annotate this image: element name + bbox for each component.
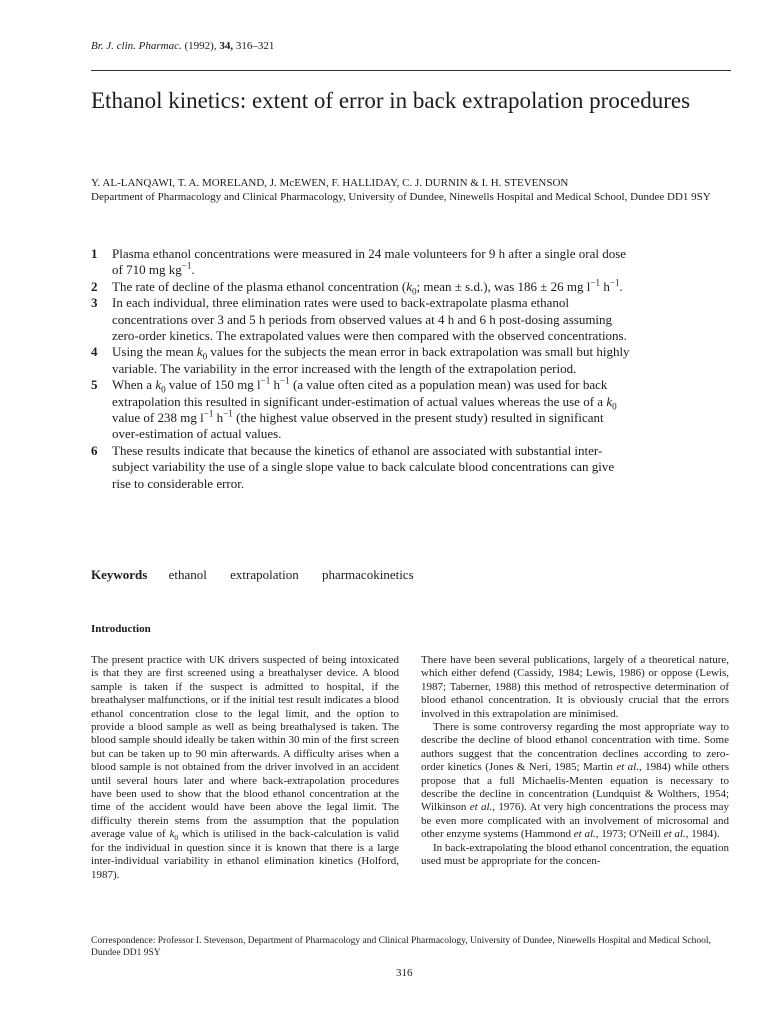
- keyword: extrapolation: [230, 567, 299, 582]
- abstract-item-number: 6: [91, 442, 98, 458]
- abstract-item: [91, 246, 631, 279]
- keyword: ethanol: [168, 567, 207, 582]
- abstract-item-text: In each individual, three elimination rates were used to back-extrapolate plasma ethanol concentrations over 3 and 5 h periods from observed values at 4 h and 6 h post-dosing assuming zero-order kinetics. The extrapolated values were then compared with the observed concentrations.: [112, 295, 627, 344]
- journal-year: (1992),: [184, 40, 217, 52]
- introduction-column-left: [91, 654, 399, 882]
- abstract-item-number: 2: [91, 278, 98, 294]
- introduction-column-right: [421, 654, 729, 869]
- journal-volume: 34,: [219, 40, 234, 52]
- correspondence-footnote: Correspondence: Professor I. Stevenson, Department of Pharmacology and Clinical Pharmacology, University of Dundee, Ninewells Hospital and Medical School, Dundee DD1 9SY: [91, 936, 711, 958]
- abstract-item: [91, 295, 631, 344]
- abstract-item-text: These results indicate that because the kinetics of ethanol are associated with substantial inter-subject variability the use of a single slope value to back calculate blood concentrations can give rise to considerable error.: [112, 442, 615, 491]
- body-paragraph: In back-extrapolating the blood ethanol concentration, the equation used must be appropriate for the concen-: [421, 841, 729, 868]
- abstract-item-number: 1: [91, 246, 98, 261]
- abstract-item: [91, 377, 631, 443]
- journal-name: Br. J. clin. Pharmac.: [91, 40, 182, 52]
- keywords-label: Keywords: [91, 567, 148, 582]
- abstract-item-number: 3: [91, 295, 98, 311]
- journal-pages: 316–321: [235, 40, 275, 52]
- header-rule: [91, 70, 731, 71]
- abstract-item-text: The rate of decline of the plasma ethanol concentration ($k_0$; mean ± s.d.), was 186 ± 26 mg $l^{-1}$ $h^{-1}$.: [112, 277, 623, 297]
- body-paragraph: There have been several publications, largely of a theoretical nature, which either defend (Cassidy, 1984; Lewis, 1986) or oppose (Lewis, 1987; Taberner, 1988) this method of retrospective determination of blood ethanol concentration. It is obviously crucial that the errors involved in this extrapolation are minimised.: [421, 654, 729, 720]
- abstract-item: [91, 344, 631, 377]
- page-number: 316: [396, 967, 413, 979]
- author-affiliation: Department of Pharmacology and Clinical Pharmacology, University of Dundee, Ninewells Hospital and Medical School, Dundee DD1 9SY: [91, 191, 711, 203]
- abstract-item-text: Using the mean $k_0$ values for the subjects the mean error in back extrapolation was small but highly variable. The variability in the error increased with the length of the extrapolation period.: [112, 344, 630, 376]
- abstract-item: [91, 279, 631, 295]
- section-heading-introduction: Introduction: [91, 623, 151, 635]
- abstract-item-text: Plasma ethanol concentrations were measured in 24 male volunteers for 9 h after a single oral dose of 710 mg $kg^{-1}$.: [112, 246, 627, 278]
- abstract-item-text: When a $k_0$ value of 150 mg $l^{-1}$ $h^{-1}$ (a value often cited as a population mean) was used for back extrapolation this resulted in significant under-estimation of actual values whereas the use of a $k_0$ value of 238 mg $l^{-1}$ $h^{-1}$ (the highest value observed in the present study) resulted in significant over-estimation of actual values.: [112, 375, 617, 442]
- abstract-item-number: 4: [91, 344, 98, 360]
- article-title: Ethanol kinetics: extent of error in back extrapolation procedures: [91, 88, 691, 113]
- abstract-item: [91, 443, 631, 492]
- body-paragraph: The present practice with UK drivers suspected of being intoxicated is that they are first screened using a breathalyser device. A blood sample is taken if the suspect is admitted to hospital, if the breathalyser malfunctions, or if the initial test result indicates a blood ethanol concentration close to the legal limit, and the option to provide a blood sample as well as being breathalysed is taken. The blood sample should ideally be taken within 30 min of the first screen but can be taken up to 90 min afterwards. A difficulty arises when a blood sample is not obtained from the driver involved in an accident until several hours later and where back-extrapolation procedures have been used to show that the blood ethanol concentration at the time of the accident would have been above the legal limit. The difficulty therein stems from the assumption that the population average value of $k_0$ which is utilised in the back-calculation is valid for the individual in question since it is known that there is a large inter-individual variability in ethanol elimination kinetics (Holford, 1987).: [91, 654, 399, 881]
- abstract-summary: [91, 246, 631, 492]
- keyword: pharmacokinetics: [321, 567, 414, 582]
- keywords-line: [91, 567, 434, 583]
- author-list: Y. AL-LANQAWI, T. A. MORELAND, J. McEWEN, F. HALLIDAY, C. J. DURNIN & I. H. STEVENSON: [91, 177, 569, 189]
- abstract-item-number: 5: [91, 377, 98, 393]
- journal-citation: [91, 40, 274, 52]
- body-paragraph: There is some controversy regarding the most appropriate way to describe the decline of blood ethanol concentration with time. Some authors suggest that the concentration declines according to zero-order kinetics (Jones & Neri, 1985; Martin et al., 1984) while others propose that a full Michaelis-Menten equation is necessary to describe the decline in concentration (Lundquist & Wolthers, 1954; Wilkinson et al., 1976). At very high concentrations the process may be even more complicated with an involvement of microsomal and other enzyme systems (Hammond et al., 1973; O'Neill et al., 1984).: [421, 721, 729, 841]
